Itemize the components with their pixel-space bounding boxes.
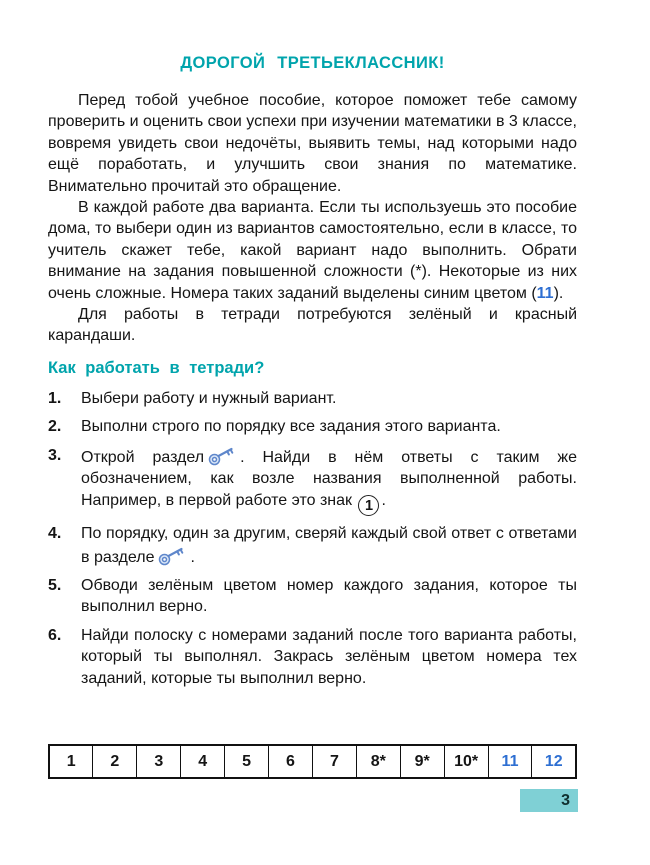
step-text: Обводи зелёным цветом номер каждого задания, которое ты выполнил верно. [81,577,577,616]
circled-task-badge: 1 [358,495,379,516]
step-text: Выбери работу и нужный вариант. [81,389,337,407]
step-item-6 [48,625,577,689]
page-number: 3 [561,791,570,809]
task-number-strip [48,744,577,779]
howto-heading: Как работать в тетради? [48,358,265,377]
step-text-part: По порядку, один за другим, сверяй каждый свой ответ с ответами в разделе [81,525,577,566]
page-content [48,54,577,696]
strip-cell: 3 [137,745,181,778]
strip-cell: 5 [225,745,269,778]
key-icon [207,445,237,467]
intro-paragraph-1: Перед тобой учебное пособие, которое поможет тебе самому проверить и оценить свои успехи при изучении математики в 3 классе, вовремя увидеть свои недочёты, выявить темы, над которыми надо ещё поработать, и улучшить свои знания по математике. Внимательно прочитай это обращение. [48,92,577,195]
step-item-1 [48,388,577,409]
step-text: Найди полоску с номерами заданий после того варианта работы, который ты выполнял. Закрась зелёным цветом номера тех заданий, которые ты выполнил верно. [81,626,577,687]
strip-cell-highlighted: 11 [488,745,532,778]
strip-cell: 4 [181,745,225,778]
step-number: 6. [48,626,62,644]
step-text-part: . Найди в нём ответы с таким же обозначением, как возле названия выполненной работы. Например, в первой работе это знак [81,448,578,509]
step-number: 3. [48,446,62,464]
step-number: 2. [48,418,62,436]
key-icon [157,545,187,567]
strip-cell: 8* [356,745,400,778]
strip-cell: 2 [93,745,137,778]
paragraph-text: ). [553,284,564,302]
strip-cell-highlighted: 12 [532,745,576,778]
step-text [81,445,577,517]
strip-cell: 1 [49,745,93,778]
strip-cell: 7 [312,745,356,778]
step-text: Выполни строго по порядку все задания этого варианта. [81,418,501,436]
page-number-tab [520,789,578,812]
strip-cell: 9* [400,745,444,778]
page-title: ДОРОГОЙ ТРЕТЬЕКЛАССНИК! [180,54,445,72]
paragraph-text: В каждой работе два варианта. Если ты используешь это пособие дома, то выбери один из вариантов самостоятельно, если в классе, то учитель скажет тебе, какой вариант надо выполнить. Обрати внимание на задания повышенной сложности (*). Некоторые из них очень сложные. Номера таких заданий выделены синим цветом ( [48,199,577,302]
step-number: 5. [48,577,62,595]
instruction-list [48,388,577,689]
highlighted-task-number: 11 [536,284,554,302]
step-item-5 [48,575,577,618]
intro-paragraph-2 [48,197,577,304]
step-text-part: . [381,491,386,509]
intro-paragraph-3: Для работы в тетради потребуются зелёный и красный карандаши. [48,306,577,345]
strip-cell: 6 [269,745,313,778]
step-text-part: . [190,548,195,566]
step-item-2 [48,416,577,437]
step-text [81,523,577,568]
step-item-3 [48,445,577,517]
strip-cell: 10* [444,745,488,778]
step-text-part: Открой раздел [81,448,205,466]
step-number: 1. [48,389,62,407]
step-number: 4. [48,525,62,543]
step-item-4 [48,523,577,568]
